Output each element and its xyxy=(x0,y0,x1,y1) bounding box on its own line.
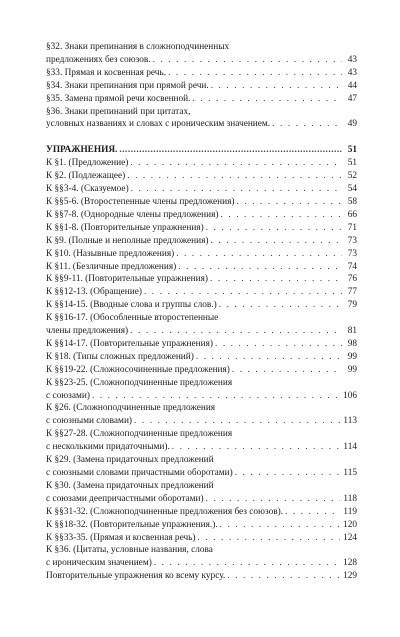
toc-entry-title-line: §35. Замена прямой речи косвенной. xyxy=(46,93,191,104)
toc-entry-title-line: К §§12-13. (Обращение) xyxy=(46,287,142,298)
dot-leader xyxy=(206,493,341,506)
toc-entry[interactable] xyxy=(46,454,357,480)
dot-leader xyxy=(192,93,342,106)
toc-entry[interactable] xyxy=(46,364,357,377)
toc-entry-title-line: К §§14-17. (Повторительные упражнения) xyxy=(46,338,213,349)
toc-entry[interactable] xyxy=(46,428,357,454)
toc-entry-page: 81 xyxy=(347,326,357,337)
toc-entry-page: 66 xyxy=(347,209,357,220)
toc-header-title: УПРАЖНЕНИЯ. xyxy=(46,145,118,156)
toc-entry-title-line: члены предложения) xyxy=(46,326,129,337)
toc-entry[interactable] xyxy=(46,402,357,428)
dot-leader xyxy=(144,286,342,299)
dot-leader xyxy=(168,67,342,80)
toc-entry-title-line: К §§5-6. (Второстепенные члены предложения) xyxy=(46,196,235,207)
toc-entry[interactable] xyxy=(46,351,357,364)
toc-entry[interactable] xyxy=(46,273,357,286)
toc-entry-title-line: К §§7-8. (Однородные члены предложения) xyxy=(46,209,219,220)
dot-leader xyxy=(211,80,342,93)
toc-entry[interactable] xyxy=(46,299,357,312)
dot-leader xyxy=(227,570,340,583)
toc-entry-title-line: §33. Прямая и косвенная речь. xyxy=(46,67,167,78)
toc-entry[interactable] xyxy=(46,222,357,235)
dot-leader xyxy=(215,338,342,351)
toc-entry-page: 99 xyxy=(347,364,357,375)
dot-leader xyxy=(285,506,340,519)
toc-entry-page: 113 xyxy=(343,416,357,427)
toc-entry-page: 124 xyxy=(343,532,357,543)
toc-entry[interactable] xyxy=(46,183,357,196)
toc-header-exercises[interactable] xyxy=(46,144,357,157)
dot-leader xyxy=(219,299,342,312)
toc-entry-page: 43 xyxy=(347,54,357,65)
toc-entry[interactable] xyxy=(46,209,357,222)
toc-entry-page: 76 xyxy=(347,274,357,285)
toc-entry-title-line: с союзными словами) xyxy=(46,416,133,427)
toc-entry[interactable] xyxy=(46,106,357,132)
toc-entry-title-line: К §§18-32. (Повторительные упражнения.). xyxy=(46,519,218,530)
toc-entry-title-line: К §§1-8. (Повторительные упражнения) xyxy=(46,222,204,233)
toc-entry-title-line: К §18. (Типы сложных предложений) xyxy=(46,351,194,362)
toc-entry[interactable] xyxy=(46,519,357,532)
toc-entry-page: 120 xyxy=(343,519,357,530)
toc-entry-title-line: §36. Знаки препинаний при цитатах, xyxy=(46,106,191,117)
toc-entry-page: 99 xyxy=(347,351,357,362)
toc-entry-page: 98 xyxy=(347,338,357,349)
dot-leader xyxy=(272,118,342,131)
dot-leader xyxy=(178,261,342,274)
toc-entry-page: 54 xyxy=(347,184,357,195)
toc-entry-title-line: К §§27-28. (Сложноподчиненные предложения xyxy=(46,429,233,440)
toc-entry-title-line: К §§33-35. (Прямая и косвенная речь) xyxy=(46,532,196,543)
dot-leader xyxy=(131,183,342,196)
toc-entry-page: 77 xyxy=(347,287,357,298)
toc-section-rules xyxy=(46,41,357,131)
dot-leader xyxy=(232,364,342,377)
toc-entry-title-line: К §10. (Назывные предложения) xyxy=(46,248,175,259)
table-of-contents xyxy=(46,41,357,583)
toc-entry-title-line: К §2. (Подлежащее) xyxy=(46,171,126,182)
toc-entry[interactable] xyxy=(46,235,357,248)
toc-entry-page: 49 xyxy=(347,119,357,130)
toc-entry-page: 52 xyxy=(347,171,357,182)
dot-leader xyxy=(221,209,343,222)
dot-leader xyxy=(237,196,343,209)
toc-entry-title-line: К §9. (Полные и неполные предложения) xyxy=(46,235,209,246)
toc-entry[interactable] xyxy=(46,157,357,170)
dot-leader xyxy=(172,441,341,454)
toc-entry[interactable] xyxy=(46,377,357,403)
toc-entry-title-line: §32. Знаки препинания в сложноподчиненных xyxy=(46,42,230,52)
toc-entry-page: 73 xyxy=(347,235,357,246)
toc-entry[interactable] xyxy=(46,93,357,106)
toc-entry-page: 58 xyxy=(347,196,357,207)
dot-leader xyxy=(119,144,342,157)
toc-entry[interactable] xyxy=(46,80,357,93)
toc-entry[interactable] xyxy=(46,544,357,570)
dot-leader xyxy=(127,170,342,183)
toc-entry-page: 115 xyxy=(343,468,357,478)
toc-entry-page: 128 xyxy=(343,558,357,569)
dot-leader xyxy=(92,390,340,403)
toc-entry[interactable] xyxy=(46,532,357,545)
dot-leader xyxy=(130,325,342,338)
toc-entry-page: 44 xyxy=(347,80,357,91)
dot-leader xyxy=(196,351,342,364)
toc-entry-title-line: К §§16-17. (Обособленные второстепенные xyxy=(46,313,219,324)
section-gap xyxy=(46,131,357,144)
toc-entry-title-line: К §§31-32. (Сложноподчиненные предложения без союзов). xyxy=(46,506,284,517)
dot-leader xyxy=(130,157,342,170)
toc-entry-title-line: с несколькими придаточными). xyxy=(46,442,170,453)
toc-entry-page: 71 xyxy=(347,222,357,233)
toc-entry-page: 73 xyxy=(347,248,357,259)
toc-entry[interactable] xyxy=(46,312,357,338)
dot-leader xyxy=(210,273,342,286)
toc-entry-title-line: К §26. (Сложноподчиненные предложения xyxy=(46,403,216,414)
toc-entry-page: 47 xyxy=(347,93,357,104)
toc-entry[interactable] xyxy=(46,338,357,351)
dot-leader xyxy=(176,248,342,261)
toc-entry[interactable] xyxy=(46,170,357,183)
toc-entry[interactable] xyxy=(46,196,357,209)
toc-entry-page: 74 xyxy=(347,261,357,272)
toc-entry-title-line: с союзами деепричастными оборотами) xyxy=(46,493,204,504)
toc-entry-title-line: К §30. (Замена придаточных предложений xyxy=(46,480,214,491)
toc-entry-title-line: К §1. (Предложение) xyxy=(46,158,129,169)
toc-entry-title-line: К §§9-11. (Повторительные упражнения) xyxy=(46,274,208,285)
dot-leader xyxy=(198,532,341,545)
toc-entry-title-line: К §§19-22. (Сложносочиненные предложения) xyxy=(46,364,230,375)
toc-entry-title-line: §34. Знаки препинания при прямой речи. xyxy=(46,80,209,91)
toc-header-page: 51 xyxy=(347,145,357,156)
toc-entry[interactable] xyxy=(46,570,357,583)
toc-entry-title-line: предложениях без союзов. xyxy=(46,54,151,65)
toc-entry[interactable] xyxy=(46,248,357,261)
dot-leader xyxy=(153,54,342,67)
toc-entry-page: 43 xyxy=(347,67,357,78)
dot-leader xyxy=(154,557,340,570)
toc-entry-title-line: К §29. (Замена придаточных предложений xyxy=(46,455,214,466)
toc-section-exercises xyxy=(46,157,357,583)
toc-entry[interactable] xyxy=(46,261,357,274)
toc-entry[interactable] xyxy=(46,67,357,80)
toc-entry-title-line: К §36. (Цитаты, условные названия, слова xyxy=(46,545,213,556)
toc-entry-title-line: с союзами) xyxy=(46,390,90,401)
toc-entry[interactable] xyxy=(46,41,357,67)
dot-leader xyxy=(134,415,340,428)
toc-entry-page: 114 xyxy=(343,442,357,453)
dot-leader xyxy=(220,519,340,532)
toc-entry-title-line: с ироническим значением) xyxy=(46,558,152,569)
toc-entry-page: 106 xyxy=(343,390,357,401)
toc-entry-page: 129 xyxy=(343,571,357,582)
toc-entry-title-line: К §§3-4. (Сказуемое) xyxy=(46,184,129,195)
toc-entry-title-line: Повторительные упражнения ко всему курсу. xyxy=(46,571,226,582)
toc-entry-title-line: условных названиях и словах с ироническим значением. xyxy=(46,119,271,130)
toc-entry-page: 51 xyxy=(347,158,357,169)
dot-leader xyxy=(235,467,341,480)
dot-leader xyxy=(211,235,343,248)
dot-leader xyxy=(206,222,342,235)
toc-entry-page: 79 xyxy=(347,300,357,311)
toc-entry-title-line: К §§14-15. (Вводные слова и группы слов.) xyxy=(46,300,217,311)
toc-entry[interactable] xyxy=(46,480,357,506)
toc-entry-title-line: К §§23-25. (Сложноподчиненные предложения xyxy=(46,377,233,388)
toc-entry-page: 119 xyxy=(343,506,357,517)
toc-entry[interactable] xyxy=(46,506,357,519)
toc-entry-title-line: К §11. (Безличные предложения) xyxy=(46,261,177,272)
toc-entry-title-line: с союзными словами причастными оборотами) xyxy=(46,468,233,478)
toc-entry-page: 118 xyxy=(343,493,357,504)
toc-entry[interactable] xyxy=(46,286,357,299)
